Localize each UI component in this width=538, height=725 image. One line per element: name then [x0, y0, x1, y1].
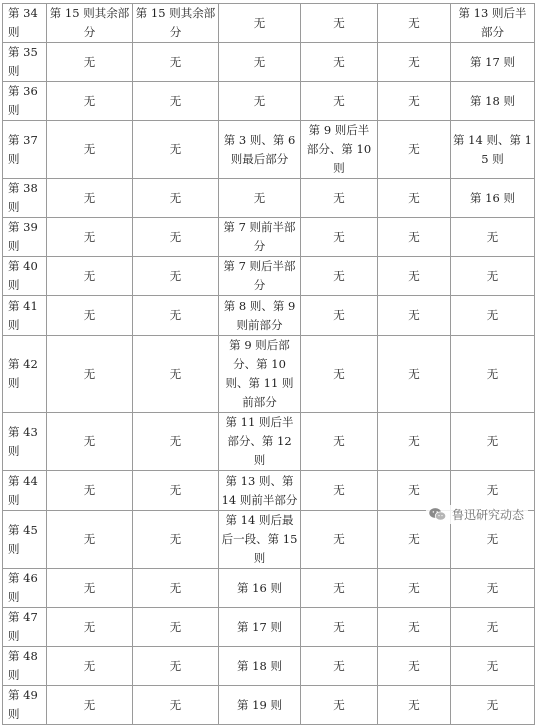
cell-text: 无	[333, 308, 345, 322]
row-label: 第 41 则	[3, 296, 47, 336]
cell-text: 无	[486, 308, 499, 322]
cell-text: 无	[408, 54, 420, 69]
row-label: 第 47 则	[3, 608, 47, 647]
cell-text: 无	[83, 658, 96, 673]
row-label: 第 34 则	[3, 4, 47, 43]
cell-text: 无	[486, 532, 499, 546]
table-row	[3, 336, 535, 413]
cell-text: 无	[83, 434, 96, 448]
cell-text: 无	[408, 142, 420, 156]
cell-text: 无	[83, 54, 96, 69]
cell-text: 无	[83, 483, 96, 497]
cell-text: 无	[169, 532, 182, 546]
table-row	[3, 43, 535, 82]
row-label: 第 48 则	[3, 647, 47, 686]
cell-text: 第 13 则、第 14 则前半部分	[221, 473, 298, 507]
table-cell	[301, 336, 378, 413]
table-cell	[451, 218, 535, 257]
table-cell	[219, 296, 301, 336]
cell-text: 第 18 则	[470, 93, 515, 108]
cell-text: 无	[333, 366, 345, 381]
table-cell	[219, 4, 301, 43]
table-cell	[47, 608, 133, 647]
cell-text: 无	[408, 93, 420, 108]
table-row	[3, 257, 535, 296]
cell-text: 无	[486, 229, 499, 244]
table-row	[3, 4, 535, 43]
table-cell	[378, 569, 451, 608]
cell-text: 无	[408, 308, 420, 322]
cell-text: 第 9 则后半部分、第 10 则	[306, 123, 372, 175]
cell-text: 第 3 则、第 6 则最后部分	[223, 132, 296, 166]
row-label: 第 39 则	[3, 218, 47, 257]
cell-text: 无	[408, 229, 420, 244]
row-label: 第 38 则	[3, 179, 47, 218]
cell-text: 无	[83, 308, 96, 322]
cell-text: 第 15 则其余部分	[135, 6, 216, 39]
table-cell	[133, 336, 219, 413]
table-cell	[451, 82, 535, 121]
table-cell	[47, 569, 133, 608]
table-cell	[133, 608, 219, 647]
table-cell	[451, 336, 535, 413]
table-row	[3, 686, 535, 725]
table-cell	[378, 413, 451, 471]
cell-text: 第 15 则其余部分	[49, 6, 130, 39]
table-cell	[301, 471, 378, 511]
table-cell	[451, 686, 535, 725]
cell-text: 无	[169, 697, 182, 712]
cell-text: 无	[408, 532, 420, 546]
table-body	[3, 4, 535, 725]
cell-text: 无	[253, 93, 266, 108]
table-cell	[301, 257, 378, 296]
cell-text: 无	[486, 268, 499, 283]
cell-text: 第 9 则后部分、第 10 则、第 11 则前部分	[225, 338, 294, 409]
table-row	[3, 569, 535, 608]
cell-text: 无	[169, 54, 182, 69]
cell-text: 无	[83, 268, 96, 283]
table-cell	[378, 257, 451, 296]
table-cell	[47, 647, 133, 686]
table-cell	[301, 413, 378, 471]
cell-text: 无	[408, 580, 420, 595]
cell-text: 无	[333, 93, 345, 108]
table-cell	[133, 647, 219, 686]
cell-text: 无	[169, 366, 182, 381]
cell-text: 无	[169, 619, 182, 634]
cell-text: 无	[169, 434, 182, 448]
table-cell	[47, 43, 133, 82]
table-cell	[219, 569, 301, 608]
cell-text: 无	[486, 483, 499, 497]
table-row	[3, 608, 535, 647]
cell-text: 无	[408, 15, 420, 30]
table-cell	[378, 336, 451, 413]
cell-text: 无	[83, 190, 96, 205]
cell-text: 无	[169, 142, 182, 156]
table-cell	[301, 121, 378, 179]
table-cell	[301, 82, 378, 121]
table-cell	[133, 686, 219, 725]
table-cell	[219, 218, 301, 257]
cell-text: 无	[333, 15, 345, 30]
table-row	[3, 121, 535, 179]
table-cell	[219, 686, 301, 725]
table-cell	[133, 179, 219, 218]
watermark	[426, 505, 528, 524]
row-label: 第 43 则	[3, 413, 47, 471]
cell-text: 无	[333, 658, 345, 673]
table-cell	[133, 257, 219, 296]
cell-text: 无	[83, 93, 96, 108]
cell-text: 无	[333, 697, 345, 712]
table-cell	[133, 413, 219, 471]
table-row	[3, 82, 535, 121]
table-cell	[378, 179, 451, 218]
table-cell	[451, 43, 535, 82]
table-cell	[133, 296, 219, 336]
table-cell	[47, 471, 133, 511]
table-cell	[133, 82, 219, 121]
table-cell	[451, 257, 535, 296]
cell-text: 第 8 则、第 9 则前部分	[223, 298, 296, 332]
table-cell	[219, 179, 301, 218]
cell-text: 无	[83, 619, 96, 634]
cell-text: 第 17 则	[470, 54, 515, 69]
cell-text: 无	[253, 15, 266, 30]
table-cell	[47, 336, 133, 413]
table-cell	[219, 471, 301, 511]
table-cell	[301, 296, 378, 336]
table-cell	[451, 179, 535, 218]
table-cell	[133, 511, 219, 569]
row-label: 第 40 则	[3, 257, 47, 296]
cell-text: 第 19 则	[237, 697, 282, 712]
table-cell	[219, 413, 301, 471]
cell-text: 第 14 则后最后一段、第 15 则	[221, 513, 298, 565]
cell-text: 无	[486, 658, 499, 673]
cell-text: 无	[333, 532, 345, 546]
table-row	[3, 179, 535, 218]
table-cell	[47, 511, 133, 569]
cell-text: 第 16 则	[237, 580, 282, 595]
table-cell	[47, 296, 133, 336]
table-cell	[451, 296, 535, 336]
table-cell	[47, 179, 133, 218]
table-cell	[133, 471, 219, 511]
cell-text: 无	[408, 697, 420, 712]
cell-text: 第 18 则	[237, 658, 282, 673]
cell-text: 无	[333, 229, 345, 244]
table-cell	[133, 569, 219, 608]
wechat-icon	[428, 507, 447, 522]
table-cell	[301, 43, 378, 82]
cell-text: 无	[486, 580, 499, 595]
table-cell	[47, 686, 133, 725]
row-label: 第 44 则	[3, 471, 47, 511]
table-cell	[133, 43, 219, 82]
table-cell	[301, 511, 378, 569]
cell-text: 无	[408, 366, 420, 381]
cell-text: 无	[333, 54, 345, 69]
table-cell	[451, 121, 535, 179]
cell-text: 无	[408, 483, 420, 497]
table-cell	[47, 413, 133, 471]
table-cell	[219, 647, 301, 686]
table-row	[3, 218, 535, 257]
cell-text: 第 7 则后半部分	[223, 259, 296, 292]
table-cell	[47, 257, 133, 296]
cell-text: 无	[253, 190, 266, 205]
table-row	[3, 647, 535, 686]
table-cell	[378, 608, 451, 647]
row-label: 第 46 则	[3, 569, 47, 608]
cell-text: 无	[83, 366, 96, 381]
table-cell	[301, 569, 378, 608]
cell-text: 无	[486, 434, 499, 448]
cell-text: 无	[169, 483, 182, 497]
cell-text: 无	[486, 619, 499, 634]
cell-text: 无	[83, 697, 96, 712]
table-cell	[451, 569, 535, 608]
cell-text: 无	[408, 434, 420, 448]
cell-text: 第 11 则后半部分、第 12 则	[225, 415, 294, 467]
table-cell	[219, 82, 301, 121]
table-row	[3, 296, 535, 336]
table-cell	[301, 179, 378, 218]
table-cell	[219, 121, 301, 179]
cell-text: 无	[333, 434, 345, 448]
cell-text: 无	[169, 93, 182, 108]
cell-text: 无	[169, 308, 182, 322]
cell-text: 第 7 则前半部分	[223, 220, 296, 253]
cell-text: 无	[169, 229, 182, 244]
cell-text: 第 14 则、第 15 则	[453, 132, 532, 166]
row-label: 第 37 则	[3, 121, 47, 179]
table-cell	[301, 4, 378, 43]
table-cell	[47, 82, 133, 121]
table-row	[3, 413, 535, 471]
cell-text: 无	[408, 658, 420, 673]
table-cell	[133, 4, 219, 43]
cell-text: 无	[333, 483, 345, 497]
cell-text: 无	[333, 619, 345, 634]
table-cell	[378, 82, 451, 121]
table-cell	[219, 608, 301, 647]
cell-text: 无	[333, 580, 345, 595]
row-label: 第 42 则	[3, 336, 47, 413]
table-cell	[301, 647, 378, 686]
cell-text: 无	[169, 580, 182, 595]
table-cell	[301, 218, 378, 257]
cell-text: 无	[408, 619, 420, 634]
row-label: 第 45 则	[3, 511, 47, 569]
row-label: 第 49 则	[3, 686, 47, 725]
cell-text: 无	[408, 268, 420, 283]
cell-text: 无	[333, 268, 345, 283]
table-cell	[378, 647, 451, 686]
cell-text: 无	[333, 190, 345, 205]
cell-text: 无	[253, 54, 266, 69]
row-label: 第 36 则	[3, 82, 47, 121]
cell-text: 第 13 则后半部分	[458, 6, 527, 39]
cell-text: 无	[486, 697, 499, 712]
cell-text: 无	[169, 658, 182, 673]
table-cell	[301, 686, 378, 725]
table-cell	[219, 511, 301, 569]
watermark-text: 鲁迅研究动态	[451, 508, 524, 522]
table-cell	[219, 336, 301, 413]
table-cell	[301, 608, 378, 647]
comparison-table	[2, 3, 535, 725]
cell-text: 第 17 则	[237, 619, 282, 634]
table-cell	[378, 686, 451, 725]
table-cell	[378, 4, 451, 43]
table-cell	[378, 121, 451, 179]
table-cell	[451, 608, 535, 647]
table-cell	[451, 413, 535, 471]
cell-text: 无	[169, 268, 182, 283]
table-cell	[451, 647, 535, 686]
cell-text: 无	[486, 366, 499, 381]
table-cell	[219, 257, 301, 296]
table-cell	[133, 218, 219, 257]
table-cell	[133, 121, 219, 179]
table-cell	[47, 4, 133, 43]
table-cell	[47, 121, 133, 179]
cell-text: 无	[83, 580, 96, 595]
cell-text: 无	[83, 142, 96, 156]
table-cell	[451, 4, 535, 43]
table-cell	[378, 218, 451, 257]
cell-text: 无	[408, 190, 420, 205]
cell-text: 第 16 则	[470, 190, 515, 205]
table-cell	[378, 296, 451, 336]
cell-text: 无	[83, 532, 96, 546]
table-cell	[378, 43, 451, 82]
table-cell	[219, 43, 301, 82]
row-label: 第 35 则	[3, 43, 47, 82]
cell-text: 无	[83, 229, 96, 244]
cell-text: 无	[169, 190, 182, 205]
table-cell	[47, 218, 133, 257]
